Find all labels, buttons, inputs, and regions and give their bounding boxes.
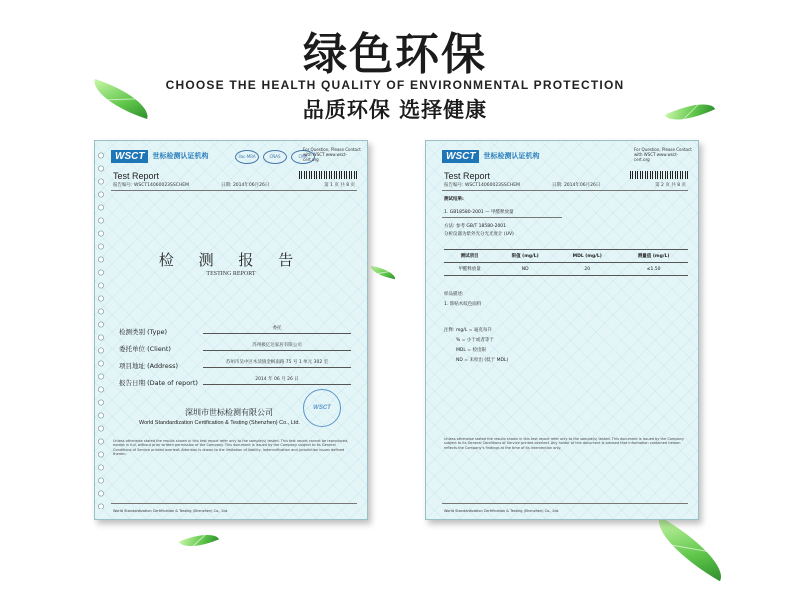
table-header: MDL (mg/L) [555,250,619,263]
test-method: 方法: 参考 GB/T 18580-2001 [444,224,507,229]
field-label-type: 检测类别 (Type) [119,328,168,336]
ilac-seal: ilac-MRA [235,150,259,164]
binding-holes [97,149,105,509]
page-number: 第 2 页 共 8 页 [655,183,686,188]
report-number: 报告编号: WSCT14060023SSCHEM [113,183,190,188]
divider [442,190,688,191]
note-line: mg/L = 毫克每升 [456,328,492,333]
table-cell: ND [495,263,555,276]
report-header [442,149,602,163]
field-value-type: 委托 [203,325,351,334]
cma-seal: CMA [291,150,315,164]
table-header-row [444,250,688,263]
divider [442,503,688,504]
results-label: 测试结果: [444,197,464,202]
subtitle-chinese: 品质环保 选择健康 [302,98,488,122]
barcode [630,171,688,179]
cnas-seal: CNAS [263,150,287,164]
leaf-icon [647,517,733,582]
wsct-logo: WSCT [442,150,479,163]
page-title: 绿色环保 [303,29,487,80]
test-report-label: Test Report [444,171,491,181]
fine-print: Unless otherwise stated the results shown in this test report refer only to the sample(s) tested. This test report cannot be reproduced, except in full, without prior written permission of the Company. This document is issued by the Company subject to its General Conditions of Service printed overleaf. Attention is drawn to the limitation of liability, indemnification and jurisdiction issues defined therein. [113,439,349,456]
note-line: % = 小于或者等于 [456,338,494,343]
field-value-client: 苏州极亿达家居有限公司 [203,342,351,351]
field-label-address: 项目地址 (Address) [119,362,179,370]
org-name-en: World Standardization Certification & Testing (Shenzhen) Co., Ltd. [139,420,300,426]
report-title: 检 测 报 告 [158,251,304,269]
divider [111,503,357,504]
field-label-client: 委托单位 (Client) [119,345,171,353]
table-cell: 甲醛释放量 [444,263,495,276]
company-stamp: WSCT [303,389,341,427]
table-header: 限值 (mg/L) [495,250,555,263]
table-header: 测量值 (mg/L) [619,250,688,263]
field-label-date: 报告日期 (Date of report) [119,379,198,387]
wsct-name: 世标检测认证机构 [152,152,209,160]
fine-print: Unless otherwise stated the results shown in this test report refer only to the sample(s) tested. This document is issued by the Company subject to its General Conditions of Service printed overleaf. Any holder of this document is advised that information contained hereon reflects the Company's findings at the time of its intervention only. [444,437,684,450]
test-instrument: 分析仪器为紫外光分光光度计 (UV) [444,232,514,237]
sample-description: 1. 饰贴木纹色面料 [444,302,482,307]
report-date: 日期: 2014年06月26日 [221,183,270,188]
table-row [444,263,688,276]
table-header: 测试项目 [444,250,495,263]
divider [111,190,357,191]
report-footer: World Standardization Certification & Testing (Shenzhen) Co., Ltd. [113,509,229,513]
report-title-en: TESTING REPORT [206,271,256,277]
report-number: 报告编号: WSCT14060023SSCHEM [444,183,521,188]
divider [442,217,562,218]
wsct-name: 世标检测认证机构 [483,152,540,160]
note-line: ND = 未检出 (低于 MDL) [456,358,509,363]
org-name-cn: 深圳市世标检测有限公司 [185,408,273,417]
page-number: 第 1 页 共 8 页 [324,183,355,188]
test-report-cover [94,140,368,520]
field-value-address: 苏州市吴中区木渎镇金枫南路 75 号 1 单元 302 室 [203,359,351,368]
report-date: 日期: 2014年06月26日 [552,183,601,188]
test-report-label: Test Report [113,171,160,181]
results-table [444,249,688,276]
field-value-date: 2014 年 06 月 26 日 [203,376,351,385]
table-cell: 20 [555,263,619,276]
notes-label: 注释: [444,328,455,333]
barcode [299,171,357,179]
leaf-icon [179,527,219,553]
contact-note: For Question, Please Contact with WSCT www.wsct-cert.org [303,147,361,162]
report-footer: World Standardization Certification & Testing (Shenzhen) Co., Ltd. [444,509,560,513]
note-line: MDL = 检出限 [456,348,486,353]
test-report-results [425,140,699,520]
wsct-logo: WSCT [111,150,148,163]
contact-note: For Question, Please Contact with WSCT www.wsct-cert.org [634,147,692,162]
table-cell: ≤1.50 [619,263,688,276]
leaf-icon [369,266,396,279]
subtitle-english: CHOOSE THE HEALTH QUALITY OF ENVIRONMENTAL PROTECTION [165,78,625,92]
sample-label: 样品描述: [444,292,464,297]
test-standard: 1. GB18580-2001 — 甲醛释放量 [444,210,514,215]
